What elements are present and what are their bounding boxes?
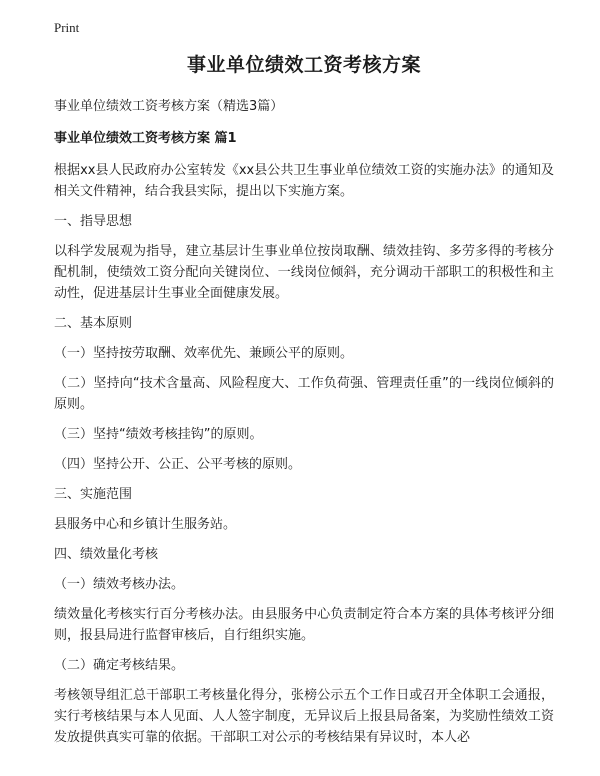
principle-item: （四）坚持公开、公正、公平考核的原则。: [54, 457, 302, 472]
principle-item: （二）坚持向“技术含量高、风险程度大、工作负荷强、管理责任重”的一线岗位倾斜的原则。: [54, 376, 554, 412]
document-body: [54, 50, 554, 757]
sub-heading-assessment-result: （二）确定考核结果。: [54, 658, 185, 673]
sub-heading-assessment-method: （一）绩效考核办法。: [54, 577, 185, 592]
principle-item: （三）坚持“绩效考核挂钩”的原则。: [54, 427, 263, 442]
print-link[interactable]: Print: [54, 20, 80, 35]
guiding-ideology-paragraph: 以科学发展观为指导，建立基层计生事业单位按岗取酬、绩效挂钩、多劳多得的考核分配机制，使绩效工资分配向关键岗位、一线岗位倾斜，充分调动干部职工的积极性和主动性，促进基层计生事业全面健康发展。: [54, 244, 554, 301]
heading-scope: 三、实施范围: [54, 487, 133, 502]
section-heading: 事业单位绩效工资考核方案 篇1: [54, 131, 237, 146]
principle-item: （一）坚持按劳取酬、效率优先、兼顾公平的原则。: [54, 346, 354, 361]
document-title: 事业单位绩效工资考核方案: [186, 54, 421, 76]
scope-paragraph: 县服务中心和乡镇计生服务站。: [54, 517, 237, 532]
intro-paragraph: 根据xx县人民政府办公室转发《xx县公共卫生事业单位绩效工资的实施办法》的通知及相关文件精神，结合我县实际，提出以下实施方案。: [54, 163, 554, 199]
assessment-method-paragraph: 绩效量化考核实行百分考核办法。由县服务中心负责制定符合本方案的具体考核评分细则，报县局进行监督审核后，自行组织实施。: [54, 607, 554, 643]
assessment-result-paragraph: 考核领导组汇总干部职工考核量化得分，张榜公示五个工作日或召开全体职工会通报，实行考核结果与本人见面、人人签字制度，无异议后上报县局备案，为奖励性绩效工资发放提供真实可靠的依据。干部职工对公示的考核结果有异议时，本人必: [54, 688, 554, 745]
document-subtitle: 事业单位绩效工资考核方案（精选3篇）: [54, 99, 284, 114]
heading-guiding-ideology: 一、指导思想: [54, 214, 133, 229]
heading-performance-assessment: 四、绩效量化考核: [54, 547, 159, 562]
heading-basic-principles: 二、基本原则: [54, 316, 133, 331]
